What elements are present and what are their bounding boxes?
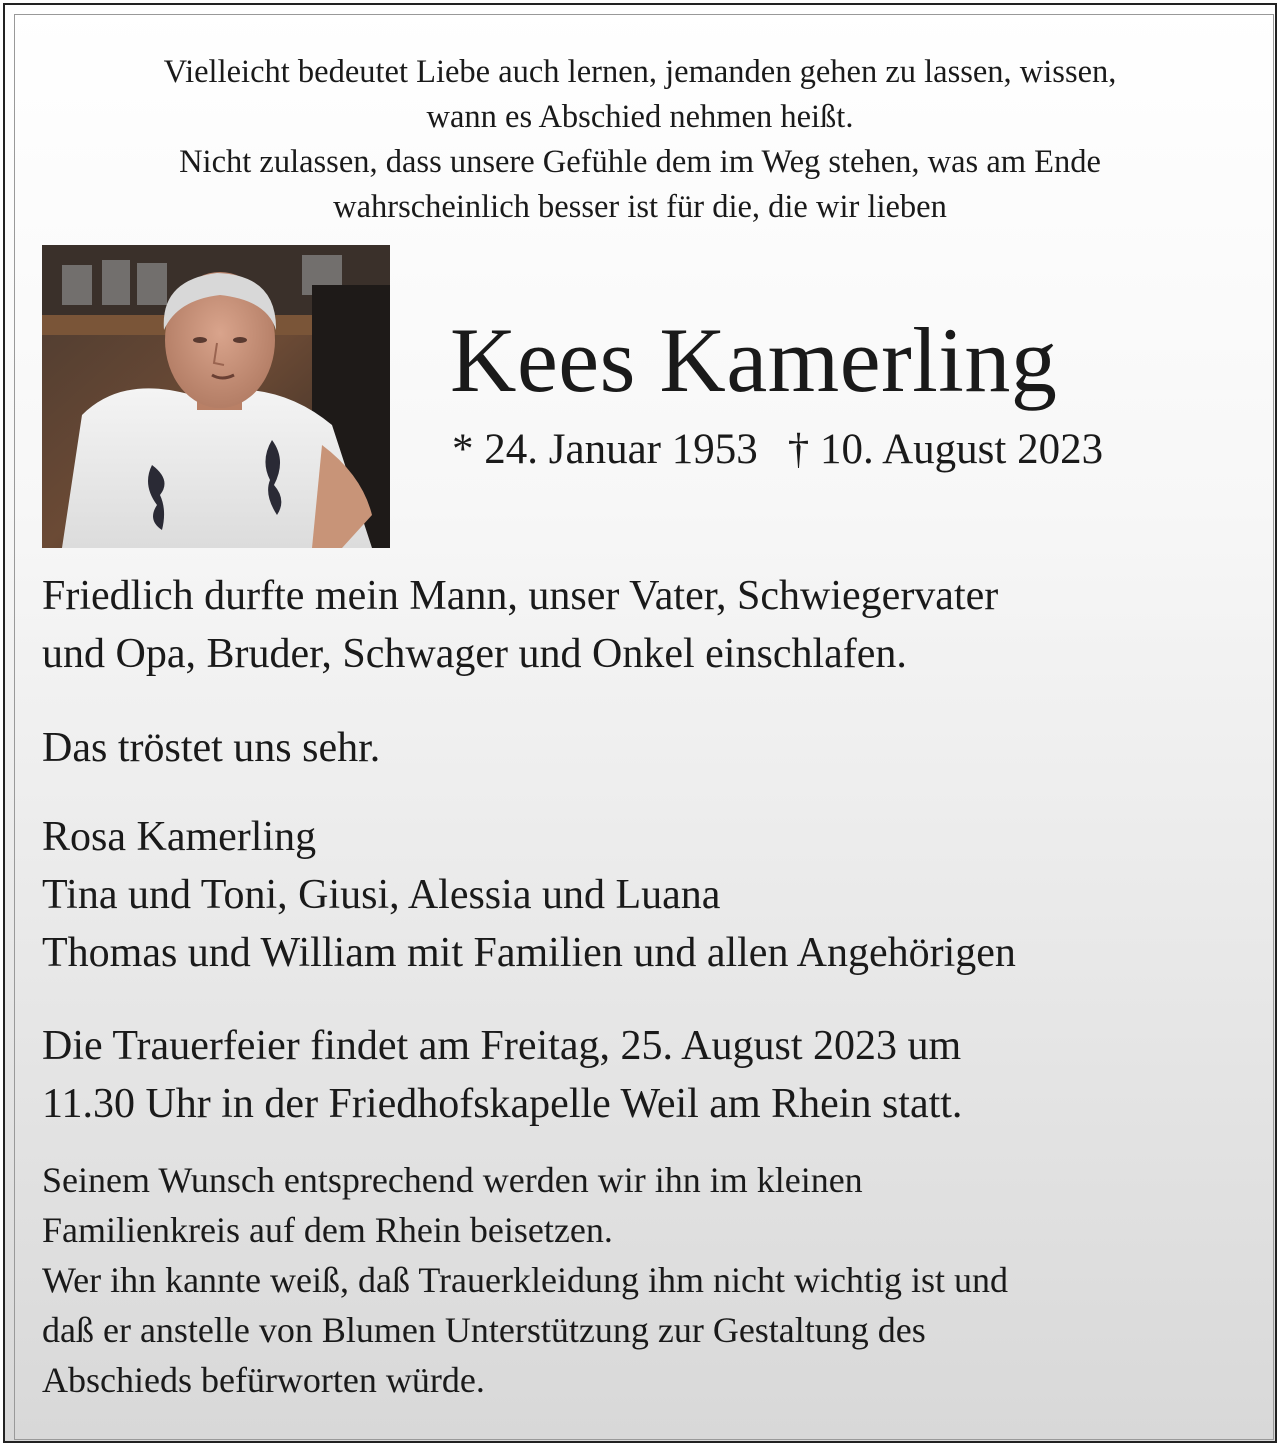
text-line: Die Trauerfeier findet am Freitag, 25. August 2023 um (42, 1023, 962, 1069)
note-line: Seinem Wunsch entsprechend werden wir ihn im kleinen (42, 1160, 863, 1200)
mourner-line: Tina und Toni, Giusi, Alessia und Luana (42, 872, 721, 918)
mourners-list (42, 808, 1262, 982)
mourner-line: Rosa Kamerling (42, 814, 317, 860)
life-dates (452, 425, 1103, 475)
text-line: Friedlich durfte mein Mann, unser Vater, Schwiegervater (42, 573, 999, 619)
quote-line: wann es Abschied nehmen heißt. (426, 99, 854, 135)
death-date: † 10. August 2023 (787, 426, 1104, 473)
quote-line: Nicht zulassen, dass unsere Gefühle dem im Weg stehen, was am Ende (179, 144, 1101, 180)
note-line: Wer ihn kannte weiß, daß Trauerkleidung ihm nicht wichtig ist und (42, 1260, 1008, 1300)
portrait-photo (42, 245, 390, 548)
comfort-text (42, 719, 1262, 777)
quote-line: Vielleicht bedeutet Liebe auch lernen, jemanden gehen zu lassen, wissen, (163, 54, 1117, 90)
opening-quote (40, 50, 1240, 230)
closing-notes (42, 1155, 1262, 1405)
mourner-line: Thomas und William mit Familien und allen Angehörigen (42, 930, 1016, 976)
text-line: 11.30 Uhr in der Friedhofskapelle Weil am Rhein statt. (42, 1081, 963, 1127)
quote-line: wahrscheinlich besser ist für die, die wir lieben (333, 189, 947, 225)
deceased-name: Kees Kamerling (450, 309, 1058, 411)
ceremony-text (42, 1017, 1262, 1133)
announcement-text (42, 567, 1262, 683)
birth-date: * 24. Januar 1953 (452, 426, 758, 473)
note-line: daß er anstelle von Blumen Unterstützung zur Gestaltung des (42, 1310, 926, 1350)
note-line: Abschieds befürworten würde. (42, 1360, 485, 1400)
note-line: Familienkreis auf dem Rhein beisetzen. (42, 1210, 613, 1250)
text-line: und Opa, Bruder, Schwager und Onkel einschlafen. (42, 631, 907, 677)
text-line: Das tröstet uns sehr. (42, 725, 381, 771)
